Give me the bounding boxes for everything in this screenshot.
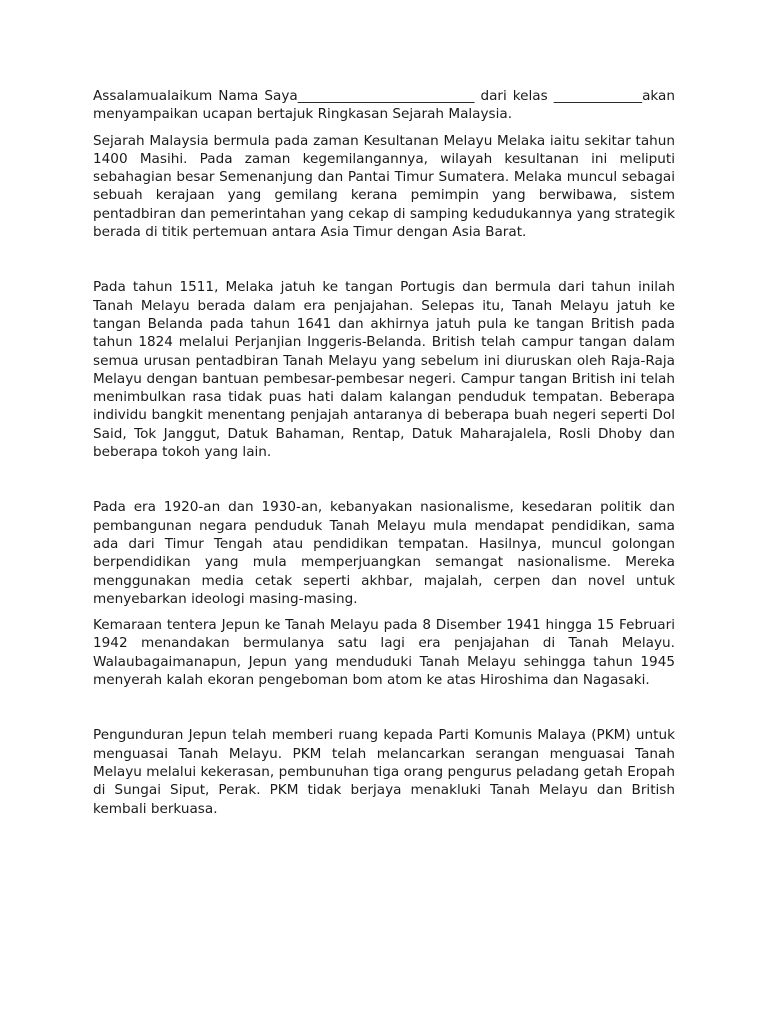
paragraph-nationalism: Pada era 1920-an dan 1930-an, kebanyakan nasionalisme, kesedaran politik dan pembangunan negara penduduk Tanah Melayu mula mendapat pendidikan, sama ada dari Timur Tengah atau pendidikan tempatan. Hasilnya, muncul golongan berpendidikan yang mula memperjuangkan semangat nasionalisme. Mereka menggunakan media cetak seperti akhbar, majalah, cerpen dan novel untuk menyebarkan ideologi masing-masing. <box>93 499 675 607</box>
paragraph-colonial-era: Pada tahun 1511, Melaka jatuh ke tangan Portugis dan bermula dari tahun inilah Tanah Melayu berada dalam era penjajahan. Selepas itu, Tanah Melayu jatuh ke tangan Belanda pada tahun 1641 dan akhirnya jatuh pula ke tangan British pada tahun 1824 melalui Perjanjian Inggeris-Belanda. British telah campur tangan dalam semua urusan pentadbiran Tanah Melayu yang sebelum ini diuruskan oleh Raja-Raja Melayu dengan bantuan pembesar-pembesar negeri. Campur tangan British ini telah menimbulkan rasa tidak puas hati dalam kalangan penduduk tempatan. Beberapa individu bangkit menentang penjajah antaranya di beberapa buah negeri seperti Dol Said, Tok Janggut, Datuk Bahaman, Rentap, Datuk Maharajalela, Rosli Dhoby dan beberapa tokoh yang lain. <box>93 279 675 461</box>
paragraph-japanese-occupation: Kemaraan tentera Jepun ke Tanah Melayu pada 8 Disember 1941 hingga 15 Februari 1942 menandakan bermulanya satu lagi era penjajahan di Tanah Melayu. Walaubagaimanapun, Jepun yang menduduki Tanah Melayu sehingga tahun 1945 menyerah kalah ekoran pengeboman bom atom ke atas Hiroshima dan Nagasaki. <box>93 617 675 689</box>
paragraph-communist-party: Pengunduran Jepun telah memberi ruang kepada Parti Komunis Malaya (PKM) untuk menguasai Tanah Melayu. PKM telah melancarkan serangan menguasai Tanah Melayu melalui kekerasan, pembunuhan tiga orang pengurus peladang getah Eropah di Sungai Siput, Perak. PKM tidak berjaya menakluki Tanah Melayu dan British kembali berkuasa. <box>93 727 675 817</box>
document-page <box>93 87 675 826</box>
paragraph-intro: Assalamualaikum Nama Saya__________________________ dari kelas _____________akan menyampaikan ucapan bertajuk Ringkasan Sejarah Malaysia. <box>93 88 675 123</box>
paragraph-melaka-sultanate: Sejarah Malaysia bermula pada zaman Kesultanan Melayu Melaka iaitu sekitar tahun 1400 Masihi. Pada zaman kegemilangannya, wilayah kesultanan ini meliputi sebahagian besar Semenanjung dan Pantai Timur Sumatera. Melaka muncul sebagai sebuah kerajaan yang gemilang kerana pemimpin yang berwibawa, sistem pentadbiran dan pemerintahan yang cekap di samping kedudukannya yang strategik berada di titik pertemuan antara Asia Timur dengan Asia Barat. <box>93 132 675 241</box>
